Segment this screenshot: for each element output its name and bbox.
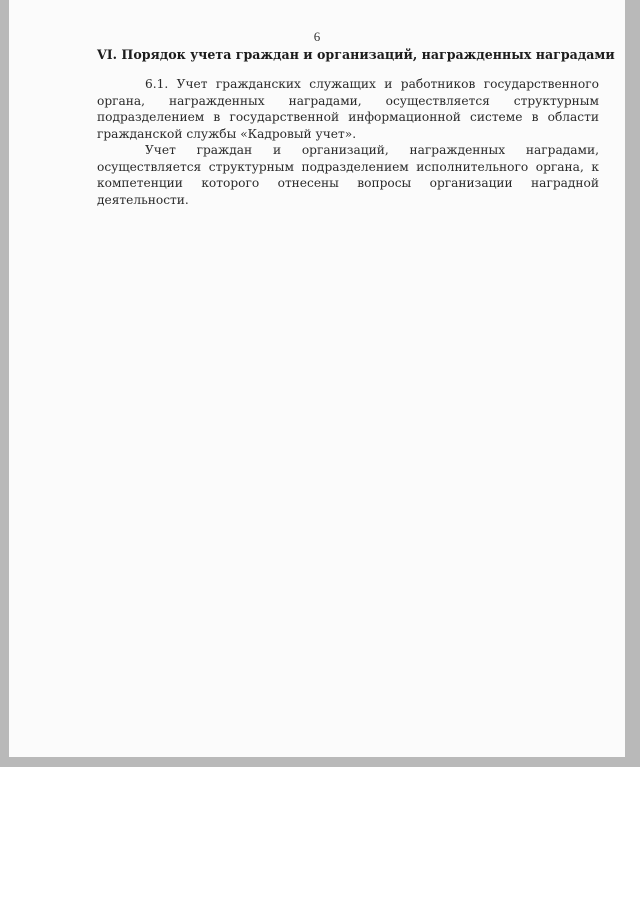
page-number: 6 [313,29,321,44]
body-text [97,76,599,208]
paragraph-citizens-accounting: Учет граждан и организаций, награжденных наградами, осуществляется структурным подразделением исполнительного органа, к компетенции которого отнесены вопросы организации наградной деятельности. [97,143,599,207]
document-page [9,0,625,757]
section-title: VI. Порядок учета граждан и организаций, награжденных наградами [97,47,615,62]
paragraph-6-1: 6.1. Учет гражданских служащих и работников государственного органа, награжденных наградами, осуществляется структурным подразделением в государственной информационной системе в области гражданской службы «Кадровый учет». [97,77,599,141]
